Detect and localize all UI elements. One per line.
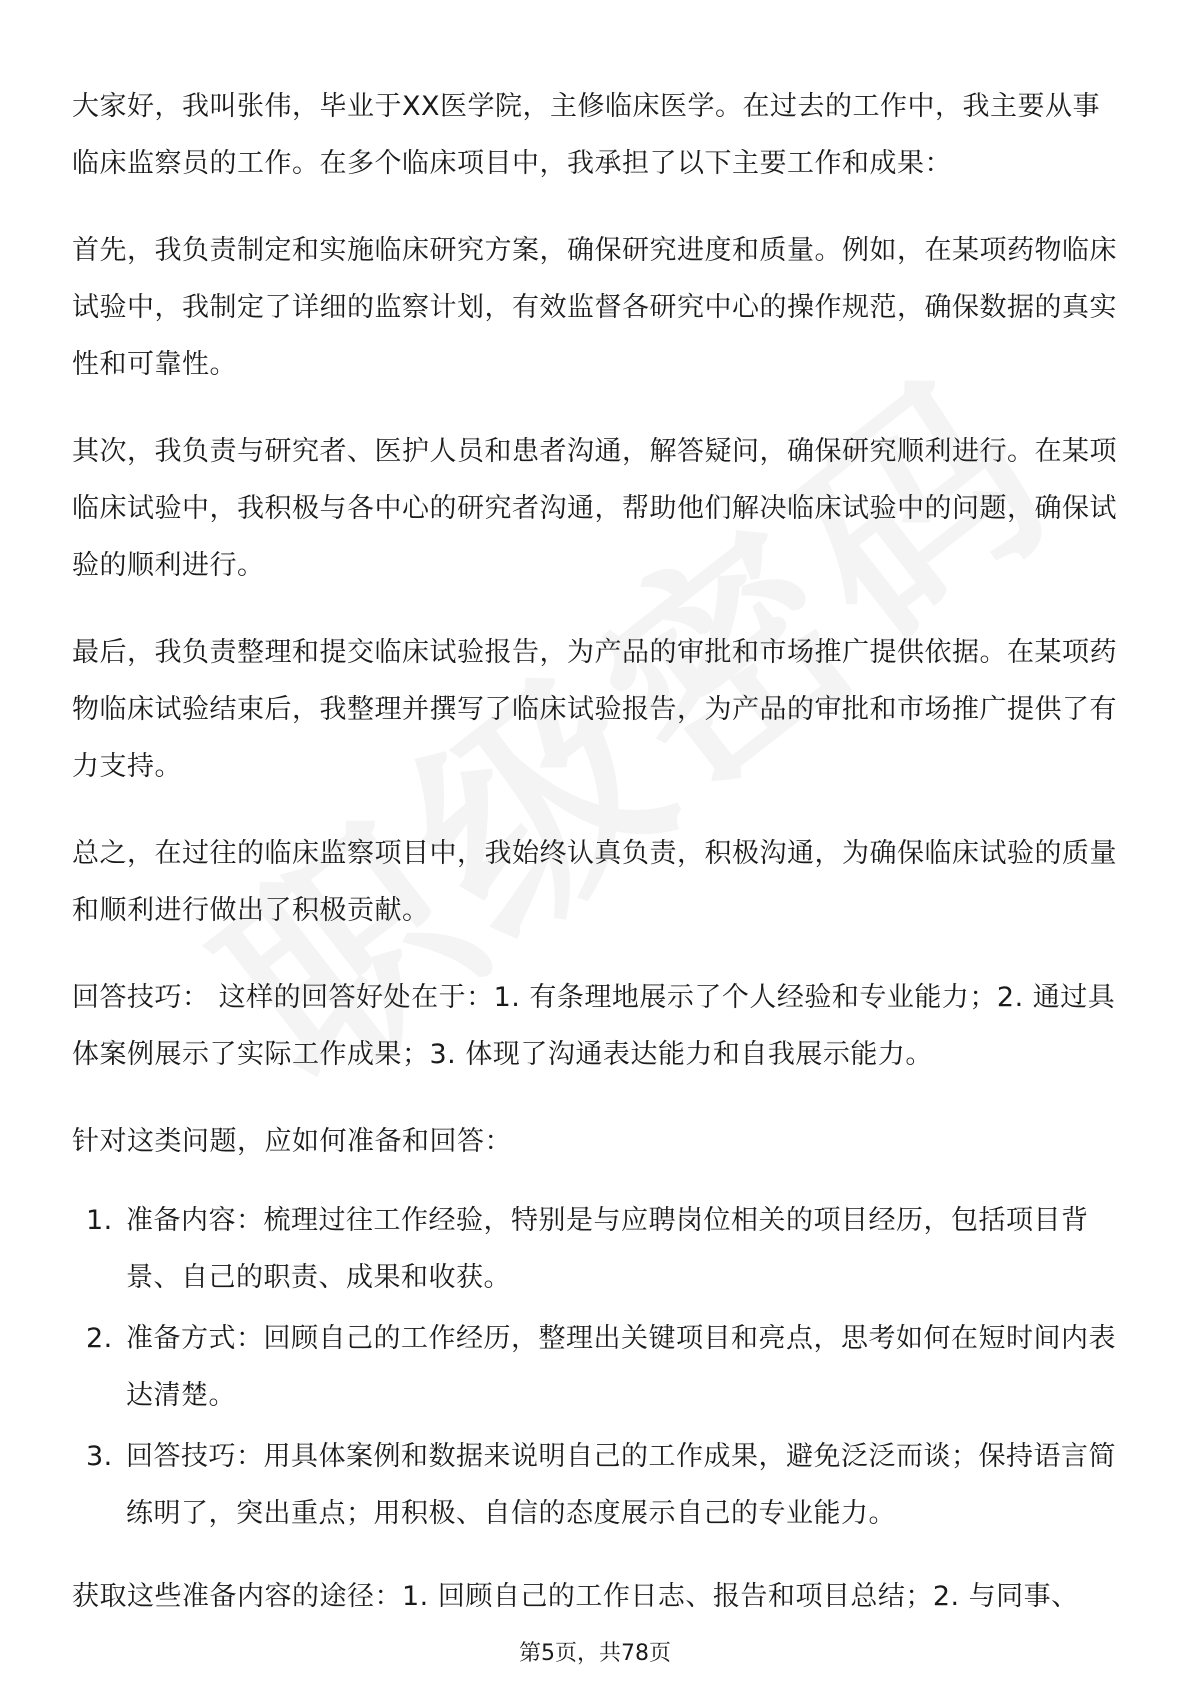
list-item-number: 2.	[86, 1323, 113, 1354]
paragraph-last: 最后，我负责整理和提交临床试验报告，为产品的审批和市场推广提供依据。在某项药物临床试验结束后，我整理并撰写了临床试验报告，为产品的审批和市场推广提供了有力支持。	[72, 637, 1117, 782]
page-number-footer: 第5页，共78页	[519, 1641, 671, 1666]
list-item	[72, 1428, 1122, 1542]
list-item	[72, 1192, 1122, 1306]
list-item-number: 1.	[86, 1205, 113, 1236]
prep-list	[72, 1192, 1122, 1542]
paragraph-second: 其次，我负责与研究者、医护人员和患者沟通，解答疑问，确保研究顺利进行。在某项临床试验中，我积极与各中心的研究者沟通，帮助他们解决临床试验中的问题，确保试验的顺利进行。	[72, 436, 1117, 581]
page-content	[72, 78, 1122, 1625]
paragraph-summary: 总之，在过往的临床监察项目中，我始终认真负责，积极沟通，为确保临床试验的质量和顺利进行做出了积极贡献。	[72, 838, 1117, 926]
paragraph-first: 首先，我负责制定和实施临床研究方案，确保研究进度和质量。例如，在某项药物临床试验中，我制定了详细的监察计划，有效监督各研究中心的操作规范，确保数据的真实性和可靠性。	[72, 235, 1117, 380]
paragraph-intro: 大家好，我叫张伟，毕业于XX医学院，主修临床医学。在过去的工作中，我主要从事临床监察员的工作。在多个临床项目中，我承担了以下主要工作和成果：	[72, 91, 1100, 179]
list-item	[72, 1310, 1122, 1424]
paragraph-answer-tips: 回答技巧： 这样的回答好处在于：1. 有条理地展示了个人经验和专业能力；2. 通过具体案例展示了实际工作成果；3. 体现了沟通表达能力和自我展示能力。	[72, 982, 1116, 1070]
list-item-text: 准备方式：回顾自己的工作经历，整理出关键项目和亮点，思考如何在短时间内表达清楚。	[126, 1323, 1116, 1411]
list-item-number: 3.	[86, 1441, 113, 1472]
paragraph-prep-question: 针对这类问题，应如何准备和回答：	[72, 1126, 512, 1157]
list-item-text: 准备内容：梳理过往工作经验，特别是与应聘岗位相关的项目经历，包括项目背景、自己的职责、成果和收获。	[126, 1205, 1089, 1293]
list-item-text: 回答技巧：用具体案例和数据来说明自己的工作成果，避免泛泛而谈；保持语言简练明了，突出重点；用积极、自信的态度展示自己的专业能力。	[126, 1441, 1116, 1529]
paragraph-closing: 获取这些准备内容的途径：1. 回顾自己的工作日志、报告和项目总结；2. 与同事、	[72, 1581, 1079, 1612]
